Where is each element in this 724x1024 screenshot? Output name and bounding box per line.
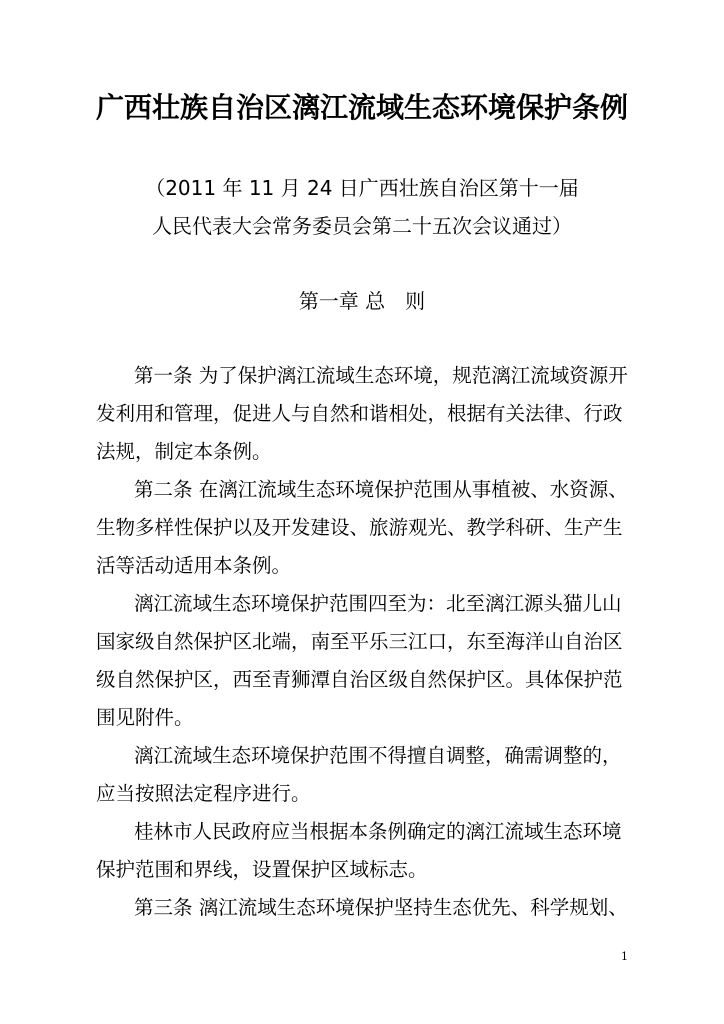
article-2-paragraph-3-line-1: 漓江流域生态环境保护范围不得擅自调整，确需调整的， [134,744,622,767]
adoption-note-line-2: 人民代表大会常务委员会第二十五次会议通过） [152,214,572,238]
article-2-paragraph-2-line-1: 漓江流域生态环境保护范围四至为：北至漓江源头猫儿山 [134,592,622,615]
article-2-paragraph-4-line-2: 保护范围和界线，设置保护区域标志。 [96,858,428,881]
article-2-paragraph-3-line-2: 应当按照法定程序进行。 [96,782,311,805]
article-2-paragraph-4-line-1: 桂林市人民政府应当根据本条例确定的漓江流域生态环境 [134,820,622,843]
article-3-line-1: 第三条 漓江流域生态环境保护坚持生态优先、科学规划、 [134,896,628,919]
article-2-paragraph-2-line-3: 级自然保护区，西至青狮潭自治区级自然保护区。具体保护范 [96,668,623,691]
article-1-line-3: 法规，制定本条例。 [96,440,272,463]
article-2-line-2: 生物多样性保护以及开发建设、旅游观光、教学科研、生产生 [96,516,623,539]
adoption-note-line-1: （2011 年 11 月 24 日广西壮族自治区第十一届 [145,176,579,200]
article-2-line-3: 活等活动适用本条例。 [96,554,292,577]
article-1-line-2: 发利用和管理，促进人与自然和谐相处，根据有关法律、行政 [96,402,623,425]
chapter-heading: 第一章 总 则 [298,289,426,313]
page-number: 1 [621,950,628,963]
article-2-paragraph-2-line-4: 围见附件。 [96,706,194,729]
document-title: 广西壮族自治区漓江流域生态环境保护条例 [95,91,628,124]
article-2-paragraph-2-line-2: 国家级自然保护区北端，南至平乐三江口，东至海洋山自治区 [96,630,623,653]
article-2-line-1: 第二条 在漓江流域生态环境保护范围从事植被、水资源、 [134,478,628,501]
article-1-line-1: 第一条 为了保护漓江流域生态环境，规范漓江流域资源开 [134,364,628,387]
